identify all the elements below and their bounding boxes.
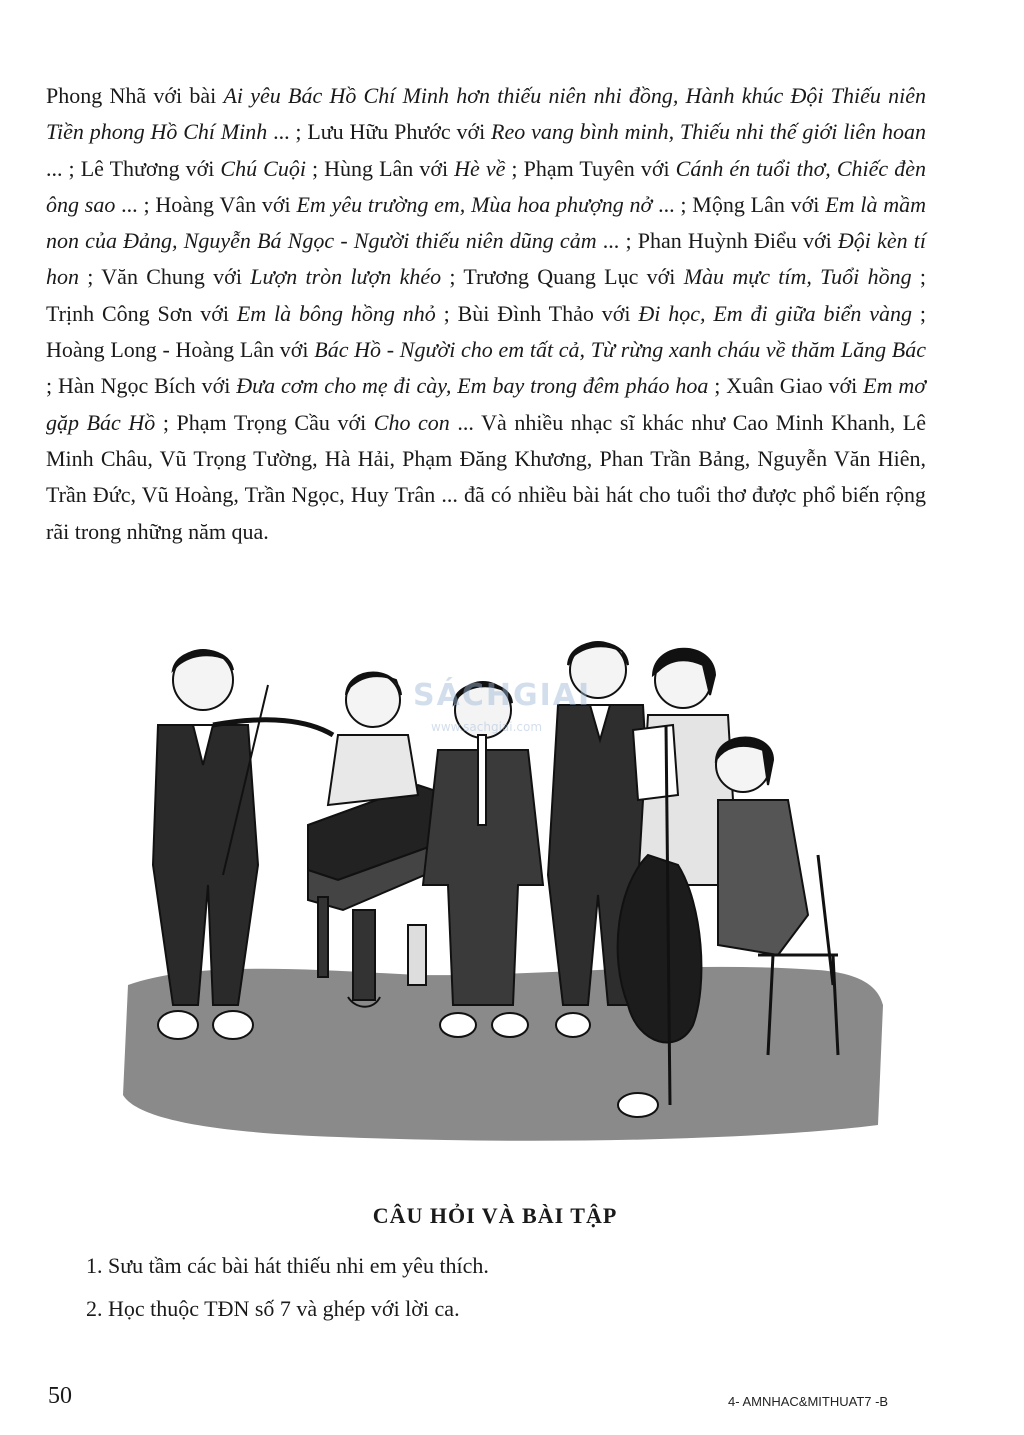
song-title-run: Em yêu trường em, Mùa hoa phượng nở: [296, 191, 653, 217]
exercises-heading: CÂU HỎI VÀ BÀI TẬP: [372, 1203, 618, 1228]
song-title-run: Đưa cơm cho mẹ đi cày, Em bay trong đêm pháo hoa: [236, 373, 709, 399]
exercise-item-2: 2. Học thuộc TĐN số 7 và ghép với lời ca.: [86, 1296, 460, 1321]
text-run: Phong Nhã với bài: [46, 83, 224, 108]
text-run: ; Văn Chung với: [79, 264, 251, 290]
watermark: [413, 670, 613, 740]
text-run: ; Trương Quang Lục với: [441, 264, 684, 290]
text-run: ... ; Lưu Hữu Phước với: [267, 119, 492, 145]
text-run: ; Hàn Ngọc Bích với: [46, 373, 237, 399]
exercise-item-1: 1. Sưu tầm các bài hát thiếu nhi em yêu thích.: [86, 1253, 489, 1278]
text-run: ... Và nhiều nhạc sĩ khác như Cao Minh Khanh, Lê Minh Châu, Vũ Trọng Tường, Hà Hải, Phạm Đăng Khương, Phan Trần Bảng, Nguyễn Văn Hiên, Trần Đức, Vũ Hoàng, Trần Ngọc, Huy Trân ... đã có nhiều bài hát cho tuổi thơ được phổ biến rộng rãi trong những năm qua.: [46, 409, 926, 544]
song-title-run: Cánh én tuổi thơ, Chiếc đèn ông sao: [46, 155, 926, 217]
text-run: ; Bùi Đình Thảo với: [435, 300, 639, 326]
text-run: ; Phạm Tuyên với: [505, 155, 676, 181]
song-title-run: Em mơ gặp Bác Hồ: [46, 373, 926, 435]
text-run: ... ; Phan Huỳnh Điểu với: [596, 228, 838, 254]
song-title-run: Bác Hồ - Người cho em tất cả, Từ rừng xanh cháu về thăm Lăng Bác: [314, 337, 926, 363]
body-paragraph: [46, 78, 926, 550]
text-run: ... ; Lê Thương với: [46, 155, 221, 181]
song-title-run: Em là mầm non của Đảng, Nguyễn Bá Ngọc - Người thiếu niên dũng cảm: [46, 191, 927, 254]
song-title-run: Cho con: [373, 409, 450, 435]
song-title-run: Ai yêu Bác Hồ Chí Minh hơn thiếu niên nhi đồng, Hành khúc Đội Thiếu niên Tiền phong Hồ Chí Minh: [46, 83, 926, 145]
text-run: ; Xuân Giao với: [708, 373, 864, 399]
song-title-run: Em là bông hồng nhỏ: [236, 300, 436, 326]
text-run: ; Phạm Trọng Cầu với: [155, 409, 374, 435]
song-title-run: Chú Cuội: [220, 155, 306, 181]
song-title-run: Reo vang bình minh, Thiếu nhi thế giới liên hoan: [491, 119, 926, 145]
footer-code: 4- AMNHAC&MITHUAT7 -B: [728, 1394, 889, 1409]
text-run: ; Trịnh Công Sơn với: [46, 264, 926, 326]
watermark-main: SÁCHGIAI: [413, 678, 592, 713]
text-run: ... ; Mộng Lân với: [652, 191, 826, 217]
text-run: ; Hoàng Long - Hoàng Lân với: [46, 300, 926, 363]
song-title-run: Hè về: [454, 155, 506, 181]
text-run: ; Hùng Lân với: [305, 155, 455, 181]
song-title-run: Màu mực tím, Tuổi hồng: [683, 264, 912, 290]
song-title-run: Lượn tròn lượn khéo: [250, 264, 442, 290]
text-run: ... ; Hoàng Vân với: [115, 191, 297, 217]
song-title-run: Đội kèn tí hon: [46, 228, 926, 290]
song-title-run: Đi học, Em đi giữa biển vàng: [638, 300, 912, 326]
watermark-sub: www.sachgiai.com: [431, 720, 543, 734]
page-number: 50: [48, 1383, 72, 1409]
